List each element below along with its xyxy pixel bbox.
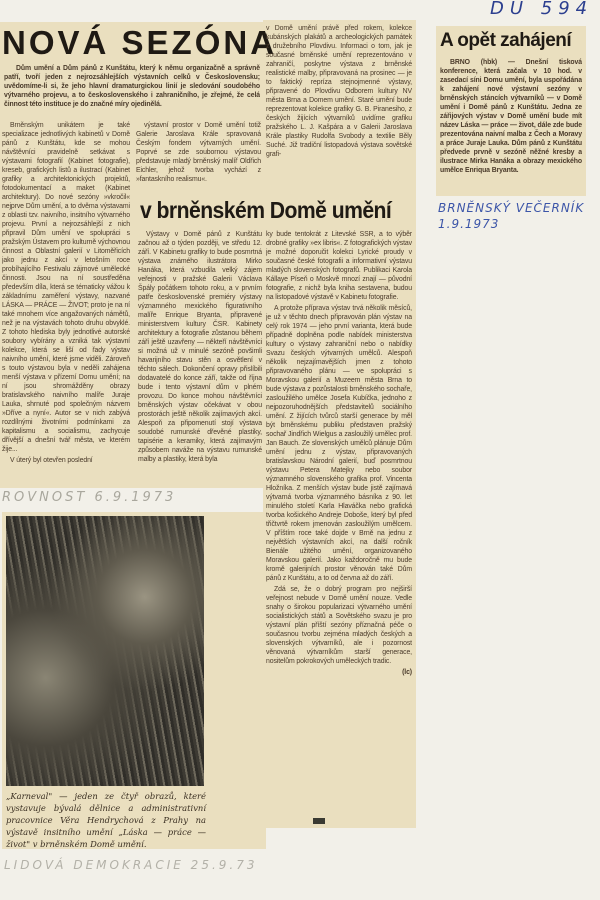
- lidova-source-note: LIDOVÁ DEMOKRACIE 25.9.73: [4, 858, 258, 872]
- rovnost-col1-end: V úterý byl otevřen poslední: [10, 457, 93, 464]
- rovnost-end-mark: [313, 818, 325, 824]
- vecernik-body: BRNO (hbk) — Dnešní tisková konference, která začala v 10 hod. v zasedací síni Domu umění, byla uspořádána k zahájení nové výstavní sezóny v brněnských stáncích výtvarníků — v Domě umění i Domě pánů z Kunštátu. Jedna ze zářijových výstav v Domě umění bude mít název Láska — práce — život, dále zde bude prezentována naivní malba z Čech a Moravy a práce Juraje Lauka. Dům pánů z Kunštátu předvede prvně v sezóně něžné kresby a ilustrace Mirka Hanáka a obrazy mexického umělce Enriqua Bryanta.: [440, 59, 582, 174]
- vecernik-source-note: BRNĚNSKÝ VEČERNÍK 1.9.1973: [438, 201, 585, 231]
- photo-caption: „Karneval" — jeden ze čtyř obrazů, které vystavuje bývalá dělnice a administrativní pracovnice Věra Hendrychová z Prahy na výstavě insitního umění „Láska — práce — život" v brněnském Domě umění.: [6, 791, 206, 849]
- rovnost-column-1: [2, 121, 130, 487]
- vecernik-headline: A opět zahájení: [440, 30, 572, 51]
- rovnost-col1-text: Brněnským unikátem je také specializace jednotlivých kabinetů v Domě pánů z Kunštátu, kde se mohou návštěvníci pravidelně setkávat s výstavami fotografií (Kabinet fotografie), kreseb, grafických listů a ilustrací (Kabinet grafiky a architektonických projektů, fotodokumentací a maket (Kabinet architektury). Do nové sezóny »vkročil« nejprve Dům umění, a to dvěma výstavami z oblasti tzv. naivního, insitního výtvarného projevu. První a nejrozsáhlejší z nich připravil Dům umění ve spolupráci s pražským Ústavem pro kulturně výchovnou činnost a Oblastní galerií v Litoměřicích jako jednu z akcí v letošním roce probíhajícího Festivalu zájmové umělecké činnosti. Jsou na ní soustředěna především díla, která se tématicky vážou k základnímu zaměření výstavy, nazvané LÁSKA — PRÁCE — ŽIVOT; proto je na ní také mnohem více angažovaných námětů, než je na výstavách tohoto druhu obvyklé. Z tohoto hlediska byly jednotlivé autorské soubory vybírány a vzniká tak výstavní kolekce, která se liší od řady výstav naivního umění, které jsme viděli. Zároveň s touto výstavou byla v neděli zahájena menší výstava v přízemí Domu umění; na ní jsou shromážděny obrazy bratislavského naivního malíře Juraje Lauka, shrnuté pod společným názvem »Dříve a nyní«. Autor se v nich zabývá rozdílnými životními podmínkami za kapitalismu a socialismu, zachycuje dřívější a dnešní tvář města, ve kterém žije...: [2, 122, 130, 453]
- rovnost-column-2: [138, 230, 262, 487]
- karneval-photo: [6, 516, 204, 786]
- rovnost-column-3: [266, 230, 412, 814]
- rovnost-col3-text: ky bude tentokrát z Litevské SSR, a to výběr drobné grafiky »ex libris«. Z fotografických výstav je možné doporučit kolekci Lyrické proudy v současné české fotografii a informativní výstavu mladých slovenských fotografů. Publikaci Karola Kállaye Píseň o Moskvě mnozí znají — původní fotografie, z nichž byla kniha sestavena, budou na listopadové výstavě v Kabinetu fotografie.: [266, 231, 412, 301]
- rovnost-lead: Dům umění a Dům pánů z Kunštátu, který k němu organizačně a správně patří, tvoří jeden z nejrozsáhlejších výstavních celků v Československu; uvědomíme-li si, že jeho hlavní dramaturgickou linií je sledování soudobého výtvarného projevu, a to československého i zahraničního, je zřejmé, že celá činnost této instituce je do značné míry ojedinělá.: [4, 65, 260, 108]
- rovnost-source-note: ROVNOST 6.9.1973: [2, 490, 177, 505]
- rovnost-col2-text: Výstavy v Domě pánů z Kunštátu začnou až o týden později, ve středu 12. září. V Kabinetu grafiky to bude posmrtná výstava známého ilustrátora Mirko Hanáka, která vzbudila velký zájem veřejnosti v pražské Galerii Václava Špály počátkem tohoto roku, a v prvním patře československé premiéry výstavy významného mexického figurativního malíře Enrique Bryanta, připravené ministerstvem kultury ČSR. Kabinety architektury a fotografie zůstanou během září ještě uzavřeny — někteří návštěvníci si možná už v minulé sezóně povšimli havarijního stavu stěn a osvětlení v těchto sálech. Dokončení opravy přislíbili dodavatelé do konce září, takže od října bude i tento výstavní dům v plném provozu. Do konce mohou návštěvníci brněnských výstav očekávat v obou prostorách ještě několik zajímavých akcí. Alespoň za připomenutí stojí výstava soudobé rumunské dřevěné plastiky, tapisérie a keramiky, která zajímavým způsobem naváže na výstavu rumunské malby a plastiky, která byla: [138, 231, 262, 463]
- rovnost-column-2-top: [136, 121, 261, 193]
- rovnost-col2-top-text: výstavní prostor v Domě umění totiž Galerie Jaroslava Krále spravovaná Českým fondem výtvarných umění. Poprvé se zde soubornou výstavou představuje mladý brněnský malíř Oldřich Eichler, jehož tvorba vychází z »fantaskního realismu«.: [136, 122, 261, 183]
- rovnost-col3-p3: Zdá se, že o dobrý program pro nejširší veřejnost nebude v Domě umění nouze. Vedle snahy o širokou popularizaci výtvarného umění socialistických států a Sovětského svazu je pro výstavní plán příští sezóny příznačná péče o současnou tvorbu zejména mladých českých a slovenských výtvarníků, ale i pozornost věnovaná výtvarníkům starší generace, nositelům pokrokových uměleckých tradic.: [266, 586, 412, 665]
- rovnost-signature: (lc): [402, 669, 412, 676]
- rovnost-col3-top-text: v Domě umění právě před rokem, kolekce kubánských plakátů a archeologických památek z družebního Plovdivu. Informaci o tom, jak je současné brněnské umění reprezentováno v zahraničí, poskytne výstava z brněnské realistické malby, připravovaná na prosinec — je to faktický repríza stejnojmenné výstavy, připravené do Plovdivu Odborem kultury NV města Brna a Domem umění. Staré umění bude reprezentovat kolekce grafiky G. B. Piranesiho, z českých žijících výtvarníků uvidíme grafiku pražského L. J. Kašpára a v Galerii Jaroslava Krále plastiky Rudolfa Svobody a textilie Běly Suché. Již tradiční listopadová výstava sovětské grafi-: [266, 25, 412, 158]
- archive-mark: DU 594: [490, 0, 594, 19]
- rovnost-col3-p2: A protože příprava výstav trvá několik měsíců, je už v těchto dnech připravován plán výstav na celý rok 1974 — jeho první varianta, která bude případně doplněna podle nabídek ministerstva kultury o výstavy zahraniční nebo o nabídky Svazu českých výtvarných umělců. Alespoň několik nejzajímavějších jmen z tohoto připravovaného plánu — ve spolupráci s Moravskou galerií a Muzeem města Brna to bude výstava z pozůstalosti brněnského sochaře, zasloužilého umělce Josefa Kubíčka, jednoho z nejpozoruhodnějších představitelů sociálního umění. Z žijících tvůrců starší generace by měl být brněnskému publiku představen pražský sochař Jindřich Wielgus a zasloužilý umělec prof. Jan Bauch. Ze slovenských umělců plánuje Dům umění jednu z výstav, připravovaných bratislavskou Národní galerií, buď posmrtnou výstavu Petera Matejky nebo soubor významného slovenského grafika prof. Vincenta Hložníka. Z menších výstav bude jistě zajímavá výtvarná tvorba významného básníka z 90. let minulého století Karla Hlaváčka nebo grafická tvorba košického Andreje Doboše, který byl před třičtvrtě rokem jmenován zasloužilým umělcem. V příštím roce také dojde v Brně na jednu z největších výstavních akcí, na další ročník Bienále užitého umění, organizovaného Moravskou galerií. Jako každoročně mu bude kromě galerijních prostor věnován také Dům pánů z Kunštátu, a to od června až do září.: [266, 305, 412, 582]
- rovnost-headline: NOVÁ SEZÓNA: [2, 24, 278, 61]
- rovnost-column-3-top: [266, 24, 412, 194]
- rovnost-subheadline: v brněnském Domě umění: [140, 197, 392, 223]
